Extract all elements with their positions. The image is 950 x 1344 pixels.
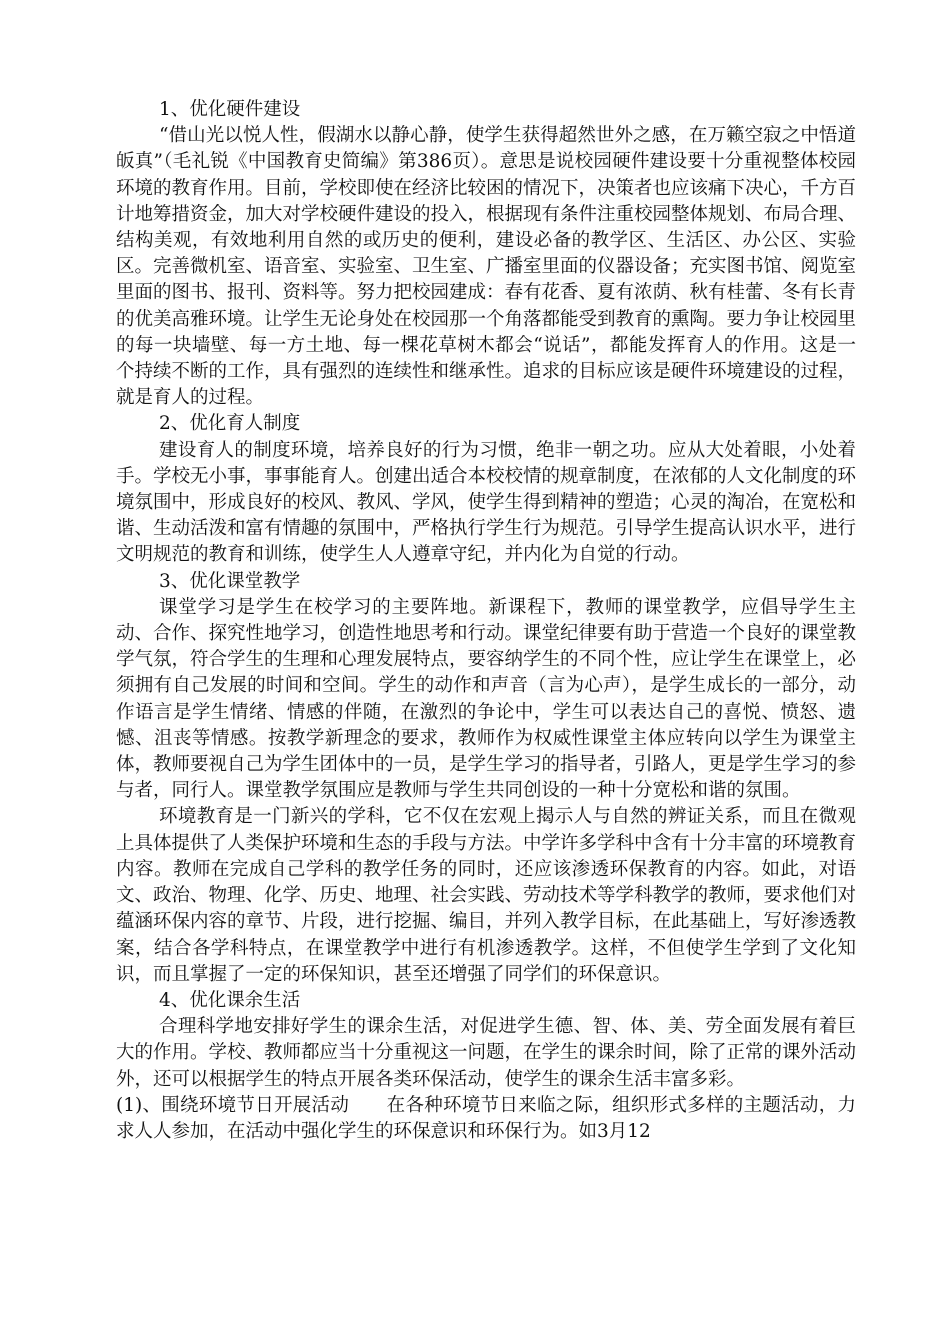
section-heading-1: 1、优化硬件建设 [159, 99, 301, 120]
document-body [116, 97, 856, 1145]
section-heading-3: 3、优化课堂教学 [159, 570, 301, 592]
paragraph-classroom: 课堂学习是学生在校学习的主要阵地。新课程下，教师的课堂教学，应倡导学生主动、合作、探究性地学习，创造性地思考和行动。课堂纪律要有助于营造一个良好的课堂教学气氛，符合学生的生理和心理发展特点，要容纳学生的不同个性，应让学生在课堂上，必须拥有自己发展的时间和空间。学生的动作和声音（言为心声），是学生成长的一部分，动作语言是学生情绪、情感的伴随，在激烈的争论中，学生可以表达自己的喜悦、愤怒、遗憾、沮丧等情感。按教学新理念的要求，教师作为权威性课堂主体应转向以学生为课堂主体，教师要视自己为学生团体中的一员，是学生学习的指导者，引路人，更是学生学习的参与者，同行人。课堂教学氛围应是教师与学生共同创设的一种十分宽松和谐的氛围。 [116, 596, 857, 802]
paragraph-environment-education: 环境教育是一门新兴的学科，它不仅在宏观上揭示人与自然的辨证关系，而且在微观上具体提供了人类保护环境和生态的手段与方法。中学许多学科中含有十分丰富的环境教育内容。教师在完成自己学科的教学任务的同时，还应该渗透环保教育的内容。如此，对语文、政治、物理、化学、历史、地理、社会实践、劳动技术等学科教学的教师，要求他们对蕴涵环保内容的章节、片段，进行挖掘、编目，并列入教学目标，在此基础上，写好渗透教案，结合各学科特点，在课堂教学中进行有机渗透教学。这样，不但使学生学到了文化知识，而且掌握了一定的环保知识，甚至还增强了同学们的环保意识。 [116, 806, 857, 985]
paragraph-system: 建设育人的制度环境，培养良好的行为习惯，绝非一朝之功。应从大处着眼，小处着手。学校无小事，事事能育人。创建出适合本校校情的规章制度，在浓郁的人文化制度的环境氛围中，形成良好的校风、教风、学风，使学生得到精神的塑造；心灵的淘冶，在宽松和谐、生动活泼和富有情趣的氛围中，严格执行学生行为规范。引导学生提高认识水平，进行文明规范的教育和训练，使学生人人遵章守纪，并内化为自觉的行动。 [116, 439, 857, 566]
paragraph-hardware: “借山光以悦人性，假湖水以静心静，使学生获得超然世外之感，在万籁空寂之中悟道皈真”（毛礼锐《中国教育史简编》第386页）。意思是说校园硬件建设要十分重视整体校园环境的教育作用。目前，学校即使在经济比较困的情况下，决策者也应该痛下决心，千方百计地筹措资金，加大对学校硬件建设的投入，根据现有条件注重校园整体规划、布局合理、结构美观，有效地利用自然的或历史的便利，建设必备的教学区、生活区、办公区、实验区。完善微机室、语音室、实验室、卫生室、广播室里面的仪器设备；充实图书馆、阅览室里面的图书、报刊、资料等。努力把校园建成：春有花香、夏有浓荫、秋有桂蕾、冬有长青的优美高雅环境。让学生无论身处在校园那一个角落都能受到教育的熏陶。要力争让校园里的每一块墙壁、每一方土地、每一棵花草树木都会“说话”，都能发挥育人的作用。这是一个持续不断的工作，具有强烈的连续性和继承性。追求的目标应该是硬件环境建设的过程，就是育人的过程。 [116, 125, 857, 409]
section-heading-4: 4、优化课余生活 [159, 989, 301, 1011]
paragraph-extracurricular: 合理科学地安排好学生的课余生活，对促进学生德、智、体、美、劳全面发展有着巨大的作用。学校、教师都应当十分重视这一问题，在学生的课余时间，除了正常的课外活动外，还可以根据学生的特点开展各类环保活动，使学生的课余生活丰富多彩。 [116, 1016, 857, 1090]
section-heading-2: 2、优化育人制度 [159, 413, 301, 435]
sub-item-environment-days: (1)、围绕环境节日开展活动 在各种环境节日来临之际，组织形式多样的主题活动，力求人人参加，在活动中强化学生的环保意识和环保行为。如3月12 [116, 1094, 856, 1142]
